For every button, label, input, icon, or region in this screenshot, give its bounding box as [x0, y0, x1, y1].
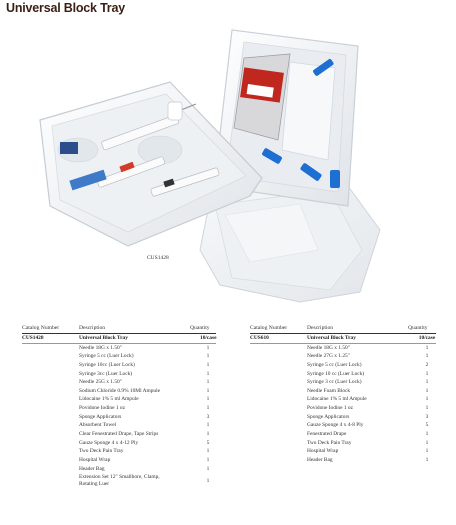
- table-row: [250, 413, 436, 422]
- quantity-cell: 1: [206, 370, 210, 377]
- description-cell: Hospital Wrap: [79, 456, 111, 463]
- quantity-cell: 1: [425, 387, 429, 394]
- quantity-cell: 2: [425, 361, 429, 368]
- table-body: [22, 334, 216, 491]
- description-cell: Sponge Applicators: [307, 413, 350, 420]
- table-row: [22, 473, 216, 490]
- quantity-cell: 1: [425, 379, 429, 386]
- quantity-cell: 1: [425, 439, 429, 446]
- table-row: [22, 430, 216, 439]
- description-cell: Povidone Iodine 1 oz: [307, 405, 353, 412]
- table-row: [22, 361, 216, 370]
- description-cell: Two Deck Pain Tray: [307, 439, 352, 446]
- quantity-cell: 10/case: [200, 335, 217, 341]
- quantity-cell: 5: [206, 439, 210, 446]
- quantity-cell: 1: [206, 431, 210, 438]
- table-row: [250, 387, 436, 396]
- vial-icon: [168, 102, 182, 120]
- description-cell: Universal Block Tray: [307, 335, 356, 341]
- quantity-cell: 1: [206, 361, 210, 368]
- table-row: [22, 344, 216, 353]
- description-cell: Header Bag: [79, 465, 105, 472]
- table-row: [250, 378, 436, 387]
- description-cell: Two Deck Pain Tray: [79, 448, 124, 455]
- catalog-cell: CUS1428: [22, 335, 44, 341]
- table-row: [250, 404, 436, 413]
- table-row: [250, 361, 436, 370]
- table-row: [250, 421, 436, 430]
- description-cell: Gauze Sponge 4 x 4-12 Ply: [79, 439, 139, 446]
- quantity-cell: 1: [206, 456, 210, 463]
- table-row: [22, 447, 216, 456]
- quantity-cell: 1: [206, 478, 210, 485]
- left-contents-table: [22, 325, 216, 491]
- table-row: [22, 404, 216, 413]
- description-cell: Syringe 3cc (Luer Lock): [79, 370, 133, 377]
- table-row: [250, 456, 436, 465]
- description-cell: Fenestrated Drape: [307, 431, 347, 438]
- quantity-cell: 1: [206, 387, 210, 394]
- table-row: [250, 430, 436, 439]
- table-row: [22, 465, 216, 474]
- table-row: [22, 334, 216, 344]
- ampule-label-icon: [60, 142, 78, 154]
- description-cell: Clear Fenestrated Drape, Tape Strips: [79, 431, 159, 438]
- quantity-cell: 1: [425, 353, 429, 360]
- table-row: [22, 439, 216, 448]
- description-cell: Syringe 5 cc (Luer Lock): [79, 353, 134, 360]
- table-row: [22, 352, 216, 361]
- quantity-cell: 1: [206, 379, 210, 386]
- table-row: [22, 395, 216, 404]
- quantity-cell: 1: [425, 431, 429, 438]
- table-row: [250, 439, 436, 448]
- quantity-cell: 5: [425, 422, 429, 429]
- description-column-header: Description: [79, 325, 106, 331]
- description-cell: Hospital Wrap: [307, 448, 339, 455]
- table-row: [250, 344, 436, 353]
- quantity-cell: 1: [206, 465, 210, 472]
- description-cell: Needle Foam Block: [307, 387, 351, 394]
- description-cell: Sponge Applicators: [79, 413, 122, 420]
- description-cell: Lidocaine 1% 5 ml Ampule: [307, 396, 367, 403]
- quantity-cell: 1: [206, 405, 210, 412]
- quantity-cell: 1: [425, 370, 429, 377]
- page-title: Universal Block Tray: [6, 1, 125, 15]
- quantity-cell: 10/case: [418, 335, 436, 341]
- table-row: [22, 421, 216, 430]
- quantity-cell: 1: [425, 396, 429, 403]
- quantity-cell: 1: [206, 448, 210, 455]
- description-cell: Universal Block Tray: [79, 335, 128, 341]
- table-row: [22, 370, 216, 379]
- table-header: [250, 325, 436, 334]
- quantity-cell: 1: [425, 456, 429, 463]
- quantity-column-header: Quantity: [408, 325, 428, 331]
- catalog-column-header: Catalog Number: [250, 325, 288, 331]
- photo-caption: CUS1428: [147, 255, 169, 261]
- table-row: [250, 395, 436, 404]
- description-cell: Needle 18G x 1.50": [79, 344, 122, 351]
- quantity-cell: 3: [206, 413, 210, 420]
- description-cell: Extension Set 12" Smallbore, Clamp, Rotating Luer: [79, 473, 160, 488]
- table-row: [22, 387, 216, 396]
- quantity-cell: 1: [206, 396, 210, 403]
- quantity-cell: 1: [206, 344, 210, 351]
- right-contents-table: [250, 325, 436, 465]
- description-cell: Syringe 3 cc (Luer Lock): [307, 379, 362, 386]
- table-row: [250, 447, 436, 456]
- blue-clip-icon: [330, 170, 340, 188]
- description-cell: Syringe 10 cc (Luer Lock): [307, 370, 365, 377]
- description-cell: Gauze Sponge 4 x 4-8 Ply: [307, 422, 364, 429]
- description-cell: Sodium Chloride 0.9% 10Ml Ampule: [79, 387, 161, 394]
- description-cell: Absorbent Towel: [79, 422, 117, 429]
- description-column-header: Description: [307, 325, 334, 331]
- table-row: [22, 378, 216, 387]
- description-cell: Syringe 10cc (Luer Lock): [79, 361, 135, 368]
- description-cell: Needle 18G x 1.50": [307, 344, 350, 351]
- description-cell: Header Bag: [307, 456, 333, 463]
- quantity-cell: 1: [206, 422, 210, 429]
- table-row: [250, 352, 436, 361]
- catalog-cell: CUS610: [250, 335, 269, 341]
- table-header: [22, 325, 216, 334]
- quantity-column-header: Quantity: [190, 325, 210, 331]
- catalog-column-header: Catalog Number: [22, 325, 60, 331]
- table-row: [250, 334, 436, 344]
- table-row: [22, 456, 216, 465]
- description-cell: Needle 25G x 1.50": [79, 379, 122, 386]
- description-cell: Povidone Iodine 1 oz: [79, 405, 125, 412]
- quantity-cell: 1: [425, 344, 429, 351]
- quantity-cell: 1: [206, 353, 210, 360]
- quantity-cell: 1: [425, 448, 429, 455]
- quantity-cell: 3: [425, 413, 429, 420]
- description-cell: Syringe 5 cc (Luer Lock): [307, 361, 362, 368]
- table-body: [250, 334, 436, 465]
- description-cell: Needle 27G x 1.25": [307, 353, 350, 360]
- table-row: [22, 413, 216, 422]
- table-row: [250, 370, 436, 379]
- description-cell: Lidocaine 1% 5 ml Ampule: [79, 396, 139, 403]
- quantity-cell: 1: [425, 405, 429, 412]
